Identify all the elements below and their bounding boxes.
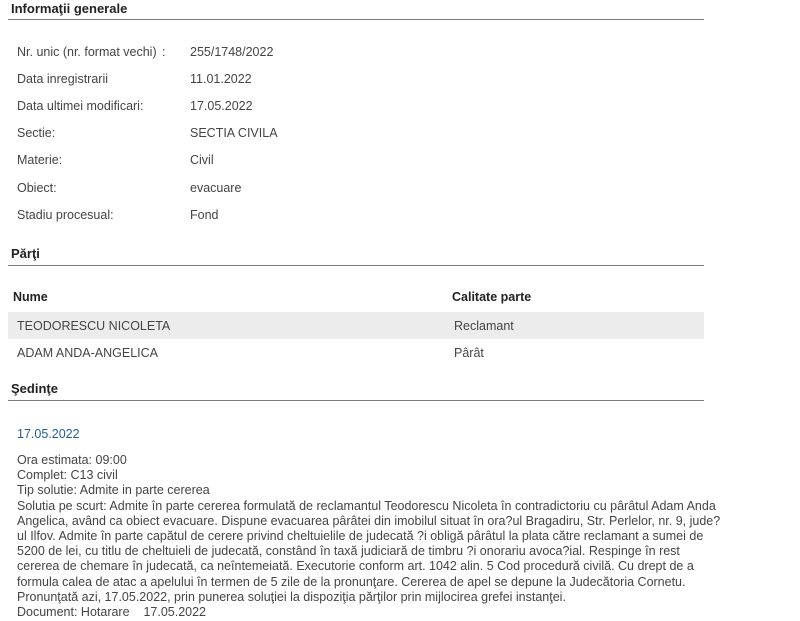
parti-table-header	[8, 284, 704, 311]
solution-summary-line: ul Ilfov. Admite în parte capătul de cerere privind cheltuielile de judecată ?i obligă pârâtul la plata către reclamant a sumei de	[17, 529, 704, 544]
info-value: 255/1748/2022	[190, 45, 274, 59]
solution-summary-line: Angelica, având ca obiect evacuare. Dispune evacuarea pârâtei din imobilul situat în ora?ul Bragadiru, Str. Perlelor, nr. 9, jude?	[17, 513, 721, 528]
section-title-parti: Părţi	[11, 246, 40, 261]
party-name: TEODORESCU NICOLETA	[17, 319, 171, 333]
info-label: Data ultimei modificari:	[17, 99, 144, 113]
solution-summary-line: formula calea de atac a apelului în termen de 5 zile de la pronunţare. Cererea de apel se depune la Judecătoria Cornetu.	[17, 574, 686, 589]
info-value: SECTIA CIVILA	[190, 126, 278, 140]
info-value: Civil	[190, 153, 214, 167]
solution-summary-line: Solutia pe scurt: Admite în parte cererea formulată de reclamantul Teodorescu Nicoleta în contradictoriu cu pârâtul Adam Anda	[17, 498, 716, 513]
info-label: Data inregistrarii	[17, 72, 109, 86]
section-divider	[8, 265, 704, 266]
solution-type: Tip solutie: Admite in parte cererea	[17, 483, 210, 498]
info-label: Nr. unic (nr. format vechi)	[17, 45, 157, 59]
party-role: Pârât	[454, 346, 484, 360]
party-name: ADAM ANDA-ANGELICA	[17, 346, 159, 360]
info-value: 11.01.2022	[190, 72, 252, 86]
info-label: Sectie:	[17, 126, 56, 140]
section-divider	[8, 19, 704, 20]
solution-summary-line: cererea de chemare în judecată, ca neîntemeiată. Executorie conform art. 1042 alin. 5 Cod procedură civilă. Cu drept de a	[17, 559, 694, 574]
section-title-sedinte: Şedinţe	[11, 381, 58, 396]
hearing-date: 17.05.2022	[17, 427, 80, 441]
info-value: Fond	[190, 208, 219, 222]
party-role: Reclamant	[454, 319, 514, 333]
info-label: Materie:	[17, 153, 63, 167]
column-header-nume: Nume	[13, 290, 48, 304]
hearing-time: Ora estimata: 09:00	[17, 453, 127, 467]
table-row	[8, 312, 704, 339]
section-divider	[8, 400, 704, 401]
info-label: Stadiu procesual:	[17, 208, 114, 222]
info-label: Obiect:	[17, 181, 57, 195]
hearing-panel: Complet: C13 civil	[17, 468, 118, 483]
section-title-informatii: Informaţii generale	[11, 1, 128, 16]
solution-summary-line: 5200 de lei, cu titlu de cheltuieli de judecată, constând în taxă judiciară de timbru ?i onorariu avoca?ial. Respinge în rest	[17, 544, 680, 559]
solution-summary-line: Pronunţată azi, 17.05.2022, prin punerea soluţiei la dispoziţia părţilor prin mijlocirea grefei instanţei.	[17, 589, 566, 604]
info-value: evacuare	[190, 181, 242, 195]
table-row	[8, 339, 704, 366]
hearing-document: Document: Hotarare 17.05.2022	[17, 605, 207, 620]
info-value: 17.05.2022	[190, 99, 253, 113]
info-separator: :	[162, 45, 166, 59]
column-header-calitate: Calitate parte	[452, 290, 532, 304]
hearing-details	[17, 453, 721, 620]
